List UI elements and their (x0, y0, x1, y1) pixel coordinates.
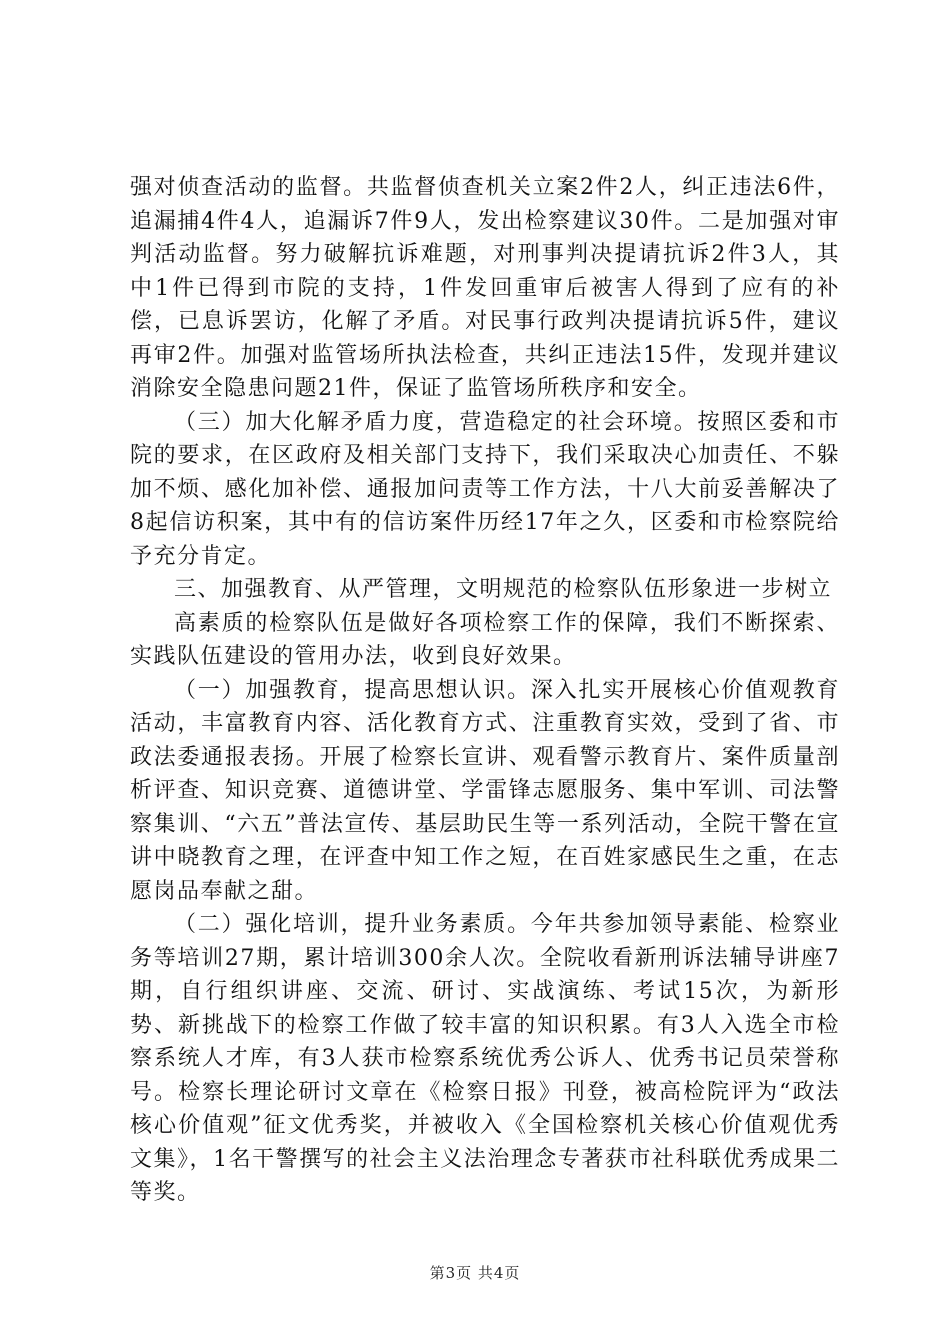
paragraph-subsection-2: （二）强化培训，提升业务素质。今年共参加领导素能、检察业务等培训27期，累计培训300余人次。全院收看新刑诉法辅导讲座7期，自行组织讲座、交流、研讨、实战演练、考试15次，为新形势、新挑战下的检察工作做了较丰富的知识积累。有3人入选全市检察系统人才库，有3人获市检察系统优秀公诉人、优秀书记员荣誉称号。检察长理论研讨文章在《检察日报》刊登，被高检院评为“政法核心价值观”征文优秀奖，并被收入《全国检察机关核心价值观优秀文集》，1名干警撰写的社会主义法治理念专著获市社科联优秀成果二等奖。 (130, 912, 840, 1205)
paragraph-section-3-3: （三）加大化解矛盾力度，营造稳定的社会环境。按照区委和市院的要求，在区政府及相关部门支持下，我们采取决心加责任、不躲加不烦、感化加补偿、通报加问责等工作方法，十八大前妥善解决了8起信访积案，其中有的信访案件历经17年之久，区委和市检察院给予充分肯定。 (130, 409, 840, 569)
paragraph-subsection-1: （一）加强教育，提高思想认识。深入扎实开展核心价值观教育活动，丰富教育内容、活化教育方式、注重教育实效，受到了省、市政法委通报表扬。开展了检察长宣讲、观看警示教育片、案件质量剖析评查、知识竞赛、道德讲堂、学雷锋志愿服务、集中军训、司法警察集训、“六五”普法宣传、基层助民生等一系列活动，全院干警在宣讲中晓教育之理，在评查中知工作之短，在百姓家感民生之重，在志愿岗品奉献之甜。 (130, 677, 840, 904)
paragraph-continuation: 强对侦查活动的监督。共监督侦查机关立案2件2人，纠正违法6件，追漏捕4件4人，追漏诉7件9人，发出检察建议30件。二是加强对审判活动监督。努力破解抗诉难题，对刑事判决提请抗诉2件3人，其中1件已得到市院的支持，1件发回重审后被害人得到了应有的补偿，已息诉罢访，化解了矛盾。对民事行政判决提请抗诉5件，建议再审2件。加强对监管场所执法检查，共纠正违法15件，发现并建议消除安全隐患问题21件，保证了监管场所秩序和安全。 (130, 175, 840, 401)
document-body (130, 171, 840, 1210)
page-footer: 第3页 共4页 (429, 1264, 521, 1282)
paragraph-intro: 高素质的检察队伍是做好各项检察工作的保障，我们不断探索、实践队伍建设的管用办法，收到良好效果。 (130, 610, 840, 669)
section-heading: 三、加强教育、从严管理，文明规范的检察队伍形象进一步树立 (174, 577, 833, 602)
